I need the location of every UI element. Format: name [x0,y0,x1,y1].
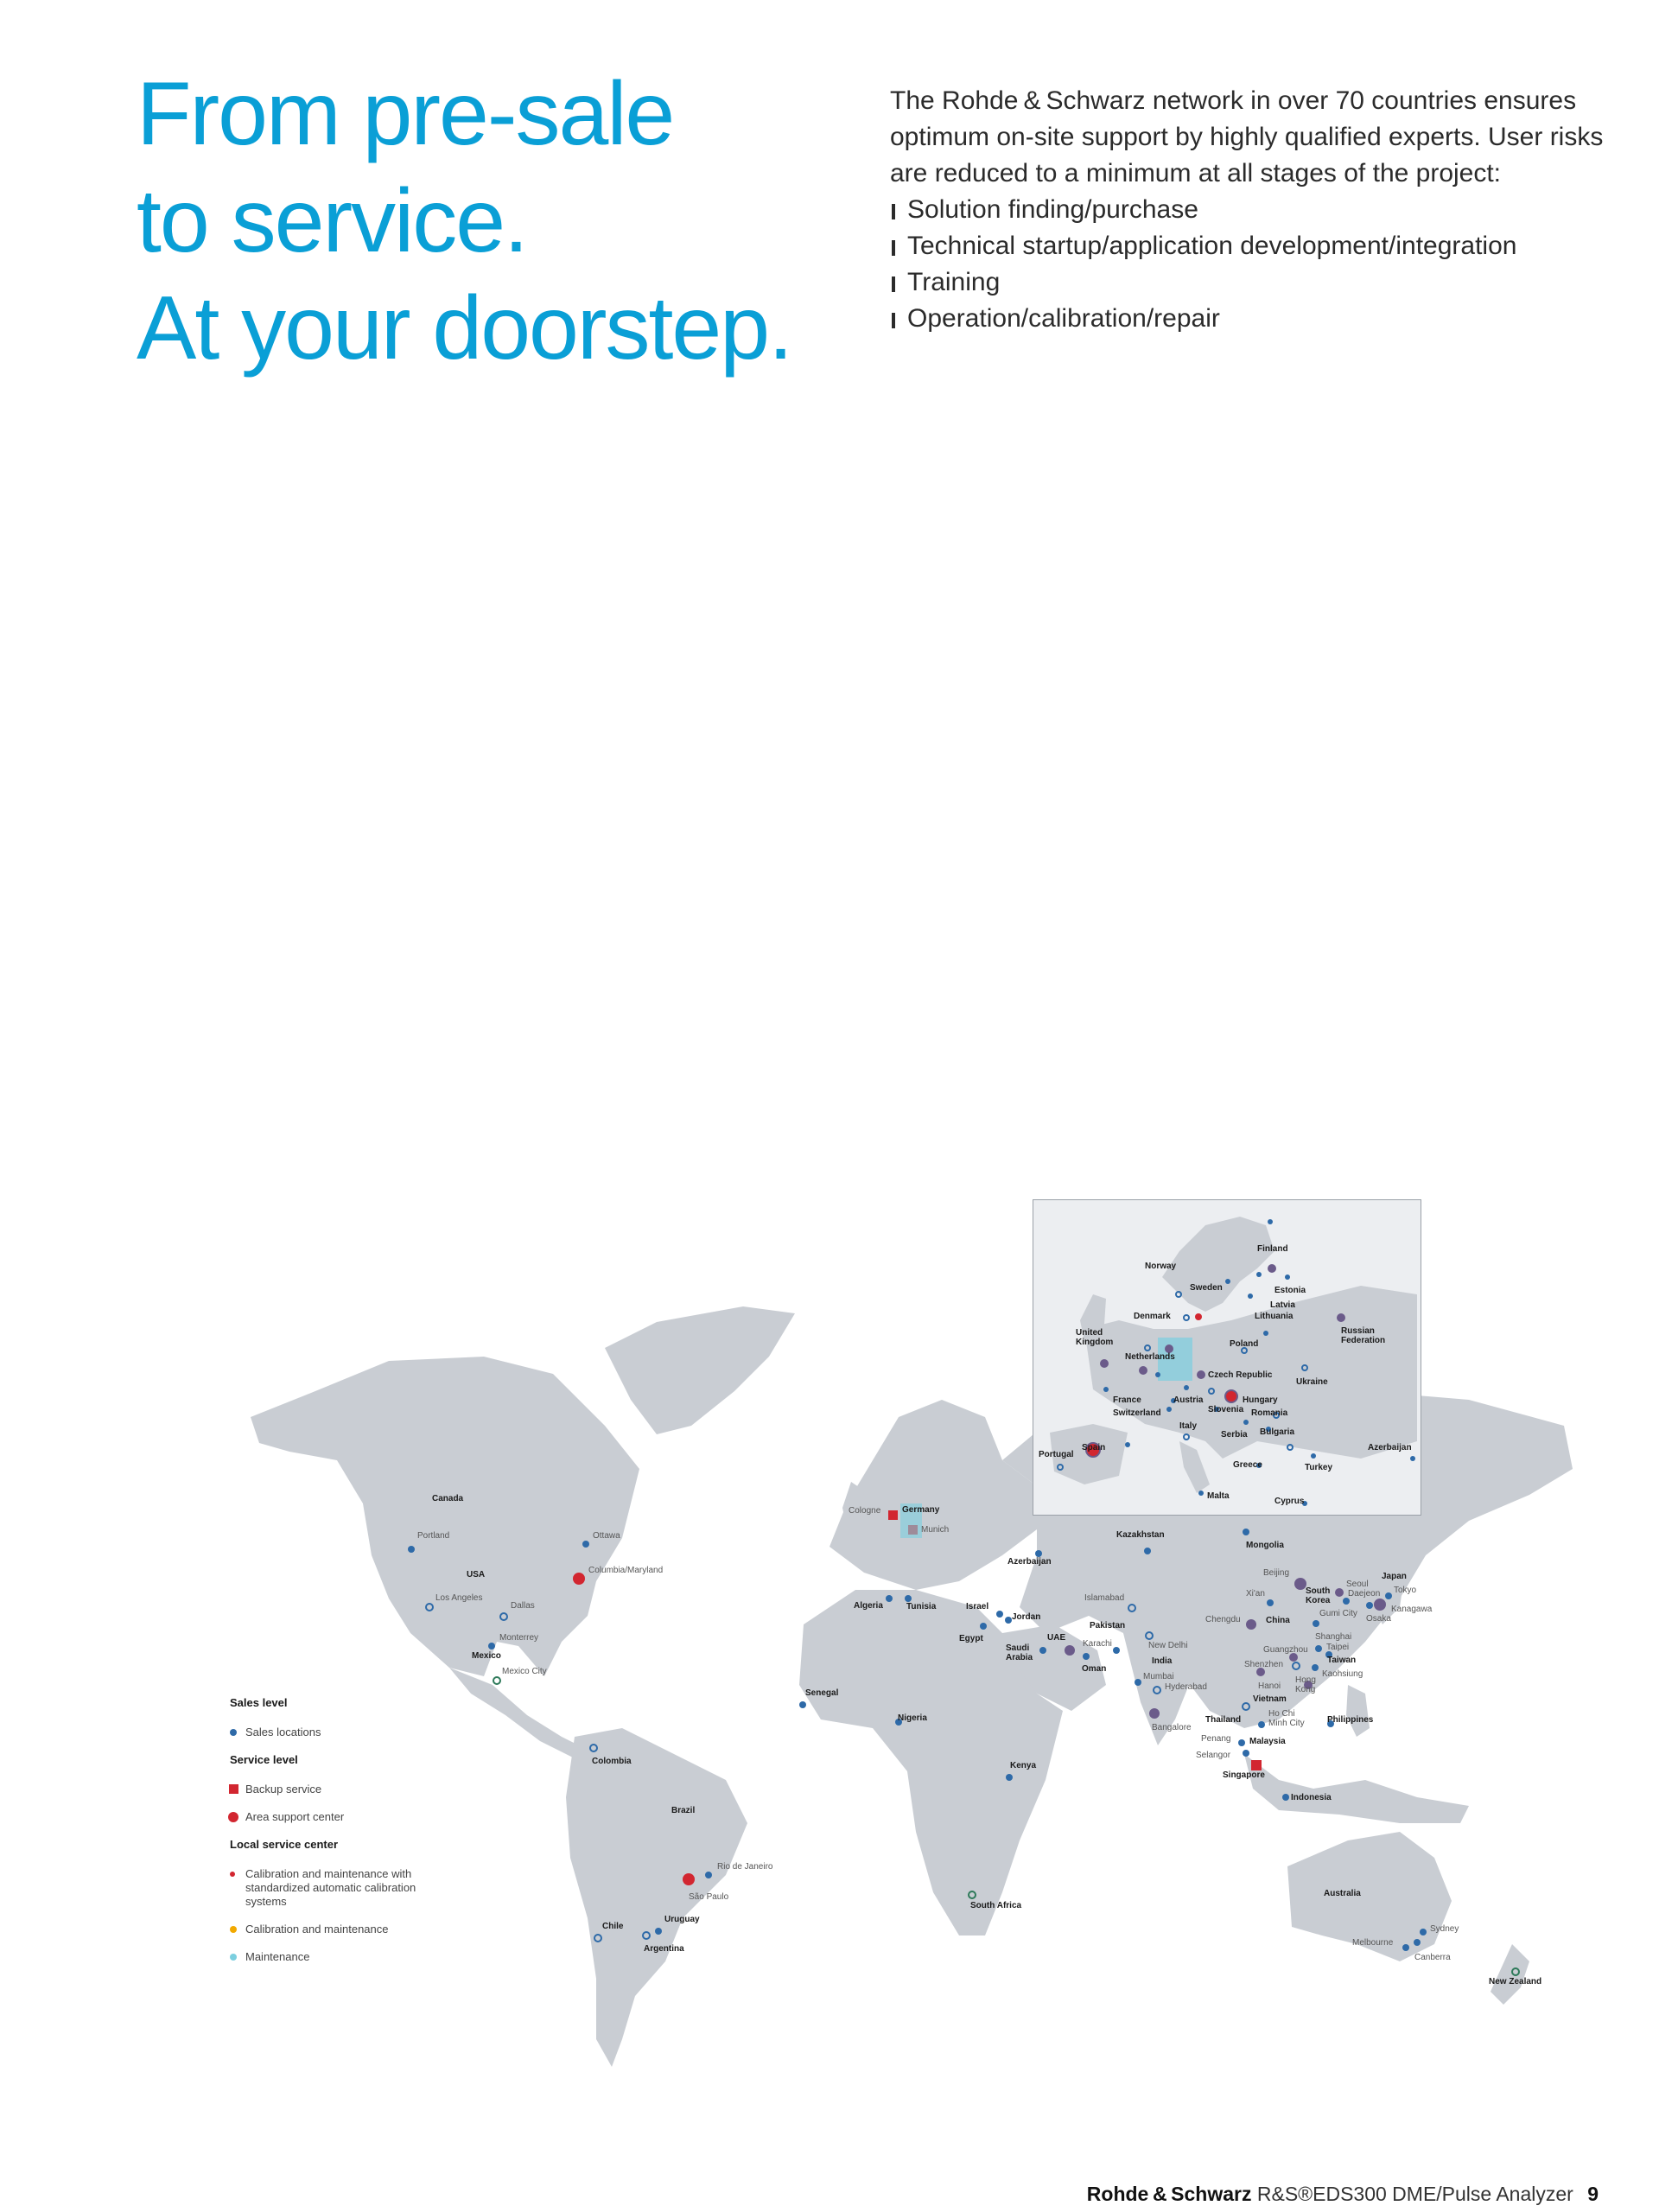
page-footer [1087,2183,1599,2206]
label-vietnam: Vietnam [1253,1694,1287,1704]
label-taiwan: Taiwan [1327,1656,1357,1665]
label-japan: Japan [1382,1572,1407,1581]
label-algeria: Algeria [854,1601,883,1611]
label-kazakhstan: Kazakhstan [1116,1530,1165,1540]
label-senegal: Senegal [805,1688,839,1698]
sales-location-dot [1125,1442,1130,1447]
legend-label: Calibration and maintenance with standardized automatic calibration systems [245,1867,416,1908]
label-china: China [1266,1616,1290,1625]
sales-location-dot [799,1701,806,1708]
intro-text-block [890,83,1607,337]
label-taipei: Taipei [1326,1643,1350,1652]
landmass-north-america [251,1357,639,1676]
legend-heading-local: Local service center [230,1838,339,1851]
label-mexico-city: Mexico City [502,1667,547,1676]
area-support-center-dot [1100,1359,1109,1368]
legend-label: Calibration and maintenance [245,1923,389,1936]
sales-location-dot [1410,1456,1415,1461]
sales-location-dot [1005,1617,1012,1624]
stage-item: Training [890,264,1607,301]
inset-label-hungary: Hungary [1243,1395,1278,1405]
sales-location-dot [1282,1794,1289,1801]
label-sydney: Sydney [1430,1924,1459,1934]
label-hyderabad: Hyderabad [1165,1682,1207,1692]
sales-location-dot [1135,1679,1141,1686]
sales-location-dot [1198,1491,1204,1496]
sales-location-dot [1155,1372,1160,1377]
label-bangalore: Bangalore [1152,1723,1192,1732]
inset-label-malta: Malta [1207,1491,1230,1501]
sales-location-dot [1256,1272,1262,1277]
europe-inset-map [1033,1199,1421,1516]
area-support-center-dot [1337,1313,1345,1322]
sales-location-dot [1313,1620,1319,1627]
sales-location-dot [1243,1529,1249,1535]
area-support-center-dot [573,1573,585,1585]
label-canada: Canada [432,1494,464,1503]
label-south-korea: South Korea [1306,1586,1331,1605]
sales-location-dot [1263,1331,1268,1336]
label-sao-paulo: São Paulo [689,1892,729,1902]
service-red-dot [1195,1313,1202,1320]
sales-location-dot [1385,1592,1392,1599]
landmass-philippines [1346,1685,1370,1737]
label-kenya: Kenya [1010,1761,1037,1770]
orange-dot-icon [230,1926,237,1933]
label-pakistan: Pakistan [1090,1621,1126,1630]
label-argentina: Argentina [644,1944,684,1954]
sales-location-dot [1315,1645,1322,1652]
inset-label-france: France [1113,1395,1141,1405]
label-xian: Xi'an [1246,1589,1265,1599]
inset-label-portugal: Portugal [1039,1450,1074,1459]
intro-paragraph: The Rohde & Schwarz network in over 70 countries ensures optimum on-site support by highly qualified experts. User risks are reduced to a minimum at all stages of the project: [890,86,1604,188]
legend-item-calibration-standardized [230,1867,454,1909]
area-support-center-dot [683,1873,695,1885]
area-support-center-dot [1374,1599,1386,1611]
label-beijing: Beijing [1263,1568,1290,1578]
footer-brand: Rohde & Schwarz [1086,2183,1252,2205]
stage-item: Operation/calibration/repair [890,301,1607,337]
label-new-zealand: New Zealand [1489,1977,1542,1986]
label-kanagawa: Kanagawa [1391,1605,1433,1614]
sales-location-dot [1343,1598,1350,1605]
label-monterrey: Monterrey [499,1633,539,1643]
label-shenzhen: Shenzhen [1244,1660,1284,1669]
page-headline [137,60,862,382]
backup-service-square [888,1510,898,1520]
sales-location-dot [655,1928,662,1935]
inset-label-slovenia: Slovenia [1208,1405,1244,1414]
legend-label: Area support center [245,1810,345,1823]
inset-label-russia: Russian Federation [1341,1326,1386,1345]
calibration-dot [493,1677,500,1684]
sales-location-dot [1243,1420,1249,1425]
sales-location-dot [582,1541,589,1548]
sales-location-dot [1006,1774,1013,1781]
inset-label-lithuania: Lithuania [1255,1312,1294,1321]
label-kaohsiung: Kaohsiung [1322,1669,1363,1679]
sales-location-dot [1248,1294,1253,1299]
inset-label-latvia: Latvia [1270,1300,1295,1310]
label-egypt: Egypt [959,1634,983,1643]
page-number: 9 [1587,2183,1599,2205]
label-south-africa: South Africa [970,1901,1022,1910]
label-portland: Portland [417,1531,450,1541]
label-uae: UAE [1047,1633,1066,1643]
inset-label-estonia: Estonia [1274,1286,1306,1295]
inset-label-serbia: Serbia [1221,1430,1248,1440]
inset-label-norway: Norway [1145,1262,1177,1271]
sales-location-dot [408,1546,415,1553]
footer-product: R&S®EDS300 DME/Pulse Analyzer [1256,2183,1573,2205]
area-support-center-dot [1246,1619,1256,1630]
sales-location-dot [1144,1548,1151,1554]
label-gumi: Gumi City [1319,1609,1357,1618]
cyan-dot-icon [230,1954,237,1961]
label-dallas: Dallas [511,1601,535,1611]
label-daejeon: Daejeon [1348,1589,1381,1599]
label-islamabad: Islamabad [1084,1593,1125,1603]
sales-location-dot [886,1595,893,1602]
stage-item: Solution finding/purchase [890,192,1607,228]
legend-item-maintenance [230,1950,454,1964]
inset-label-azerbaijan: Azerbaijan [1368,1443,1412,1452]
sales-location-dot [1414,1939,1421,1946]
label-osaka: Osaka [1366,1614,1391,1624]
legend-label: Maintenance [245,1950,310,1963]
label-chengdu: Chengdu [1205,1615,1241,1624]
sales-location-dot [905,1595,912,1602]
label-indonesia: Indonesia [1291,1793,1332,1802]
area-support-center-dot [1268,1264,1276,1273]
sales-location-dot [1267,1599,1274,1606]
sales-location-dot [1035,1550,1042,1557]
label-new-delhi: New Delhi [1148,1641,1188,1650]
legend-label: Sales locations [245,1726,321,1738]
label-mexico: Mexico [472,1651,501,1661]
inset-label-poland: Poland [1230,1339,1259,1349]
legend-heading-service: Service level [230,1753,298,1766]
label-munich: Munich [921,1525,950,1535]
inset-label-turkey: Turkey [1305,1463,1333,1472]
sales-location-dot [1366,1602,1373,1609]
inset-label-cyprus: Cyprus [1274,1497,1305,1506]
inset-label-sweden: Sweden [1190,1283,1223,1293]
sales-location-dot [488,1643,495,1649]
label-columbia-maryland: Columbia/Maryland [588,1566,664,1575]
landmass-new-zealand [1491,1944,1529,2005]
sales-location-dot [1238,1739,1245,1746]
label-india: India [1152,1656,1173,1666]
inset-label-italy: Italy [1179,1421,1198,1431]
inset-label-austria: Austria [1173,1395,1204,1405]
label-seoul: Seoul [1346,1580,1369,1589]
sales-location-dot [996,1611,1003,1618]
map-legend [230,1696,454,1978]
sales-location-dot [1083,1653,1090,1660]
label-uruguay: Uruguay [664,1915,700,1924]
sales-location-dot [1285,1274,1290,1280]
label-saudi: Saudi Arabia [1006,1643,1033,1662]
sales-location-dot [1258,1721,1265,1728]
label-germany: Germany [902,1505,940,1515]
legend-item-backup-service [230,1783,454,1796]
small-red-dot-icon [230,1872,235,1877]
sales-location-dot [1312,1664,1319,1671]
landmass-greenland [605,1306,795,1434]
inset-label-denmark: Denmark [1134,1312,1171,1321]
label-colombia: Colombia [592,1757,632,1766]
label-tokyo: Tokyo [1394,1586,1417,1595]
inset-label-uk: United Kingdom [1076,1328,1114,1347]
area-support-center-dot [1294,1578,1306,1590]
area-support-center-dot [1197,1370,1205,1379]
headline-line-1: From pre-sale [137,64,674,164]
label-australia: Australia [1324,1889,1361,1898]
label-shanghai: Shanghai [1315,1632,1352,1642]
stages-list [890,192,1607,337]
inset-label-switzerland: Switzerland [1113,1408,1161,1418]
red-square-icon [229,1784,238,1794]
sales-location-dot [1184,1385,1189,1390]
inset-label-ukraine: Ukraine [1296,1377,1328,1387]
inset-label-czech: Czech Republic [1208,1370,1273,1380]
label-azerbaijan: Azerbaijan [1007,1557,1052,1567]
sales-location-dot [1225,1279,1230,1284]
inset-label-greece: Greece [1233,1460,1262,1470]
area-support-center-dot [1065,1645,1075,1656]
label-jordan: Jordan [1012,1612,1041,1622]
label-philippines: Philippines [1327,1715,1374,1725]
label-hong-kong: Hong Kong [1295,1675,1316,1694]
label-mumbai: Mumbai [1143,1672,1174,1681]
legend-label: Backup service [245,1783,322,1796]
label-nigeria: Nigeria [898,1713,927,1723]
sales-location-dot [1268,1219,1273,1224]
landmass-indonesia [1244,1754,1469,1823]
legend-item-calibration-maintenance [230,1923,454,1936]
label-rio: Rio de Janeiro [717,1862,773,1872]
sales-location-dot [1402,1944,1409,1951]
area-support-center-dot [1225,1390,1237,1402]
label-guangzhou: Guangzhou [1263,1645,1308,1655]
sales-location-dot [980,1623,987,1630]
inset-label-netherlands: Netherlands [1125,1352,1175,1362]
label-hcmc: Ho Chi Minh City [1268,1709,1305,1728]
label-oman: Oman [1082,1664,1107,1674]
label-selangor: Selangor [1196,1751,1231,1760]
legend-item-area-support [230,1810,454,1824]
backup-service-square [1251,1760,1262,1770]
inset-label-finland: Finland [1257,1244,1288,1254]
landmass-central-america [449,1668,588,1758]
label-singapore: Singapore [1223,1770,1265,1780]
label-tunisia: Tunisia [906,1602,937,1611]
inset-label-romania: Romania [1251,1408,1288,1418]
area-support-center-dot [1149,1708,1160,1719]
sales-location-dot [1113,1647,1120,1654]
sales-location-dot [1103,1387,1109,1392]
label-thailand: Thailand [1205,1715,1242,1725]
label-los-angeles: Los Angeles [435,1593,483,1603]
label-malaysia: Malaysia [1249,1737,1286,1746]
label-chile: Chile [602,1922,624,1931]
headline-line-2: to service. [137,171,527,271]
label-penang: Penang [1201,1734,1231,1744]
legend-item-sales-locations [230,1726,454,1739]
label-brazil: Brazil [671,1806,696,1815]
sales-dot-icon [230,1729,237,1736]
label-cologne: Cologne [849,1506,881,1516]
stage-item: Technical startup/application development/integration [890,228,1607,264]
headline-line-3: At your doorstep. [137,278,791,378]
legend-heading-sales: Sales level [230,1696,288,1709]
sales-location-dot [705,1872,712,1878]
label-karachi: Karachi [1083,1639,1112,1649]
sales-location-dot [1243,1750,1249,1757]
label-canberra: Canberra [1414,1953,1451,1962]
sales-location-dot [1311,1453,1316,1459]
red-circle-icon [228,1812,238,1822]
inset-label-spain: Spain [1082,1443,1106,1452]
inset-label-bulgaria: Bulgaria [1260,1427,1295,1437]
sales-location-dot [1420,1929,1427,1936]
area-support-center-dot [1335,1588,1344,1597]
label-usa: USA [467,1570,486,1580]
sales-location-dot [1166,1407,1172,1412]
area-support-center-dot [1139,1366,1147,1375]
label-israel: Israel [966,1602,989,1611]
label-hanoi: Hanoi [1258,1681,1281,1691]
label-melbourne: Melbourne [1352,1938,1394,1948]
sales-location-dot [1039,1647,1046,1654]
label-mongolia: Mongolia [1246,1541,1284,1550]
label-ottawa: Ottawa [593,1531,620,1541]
